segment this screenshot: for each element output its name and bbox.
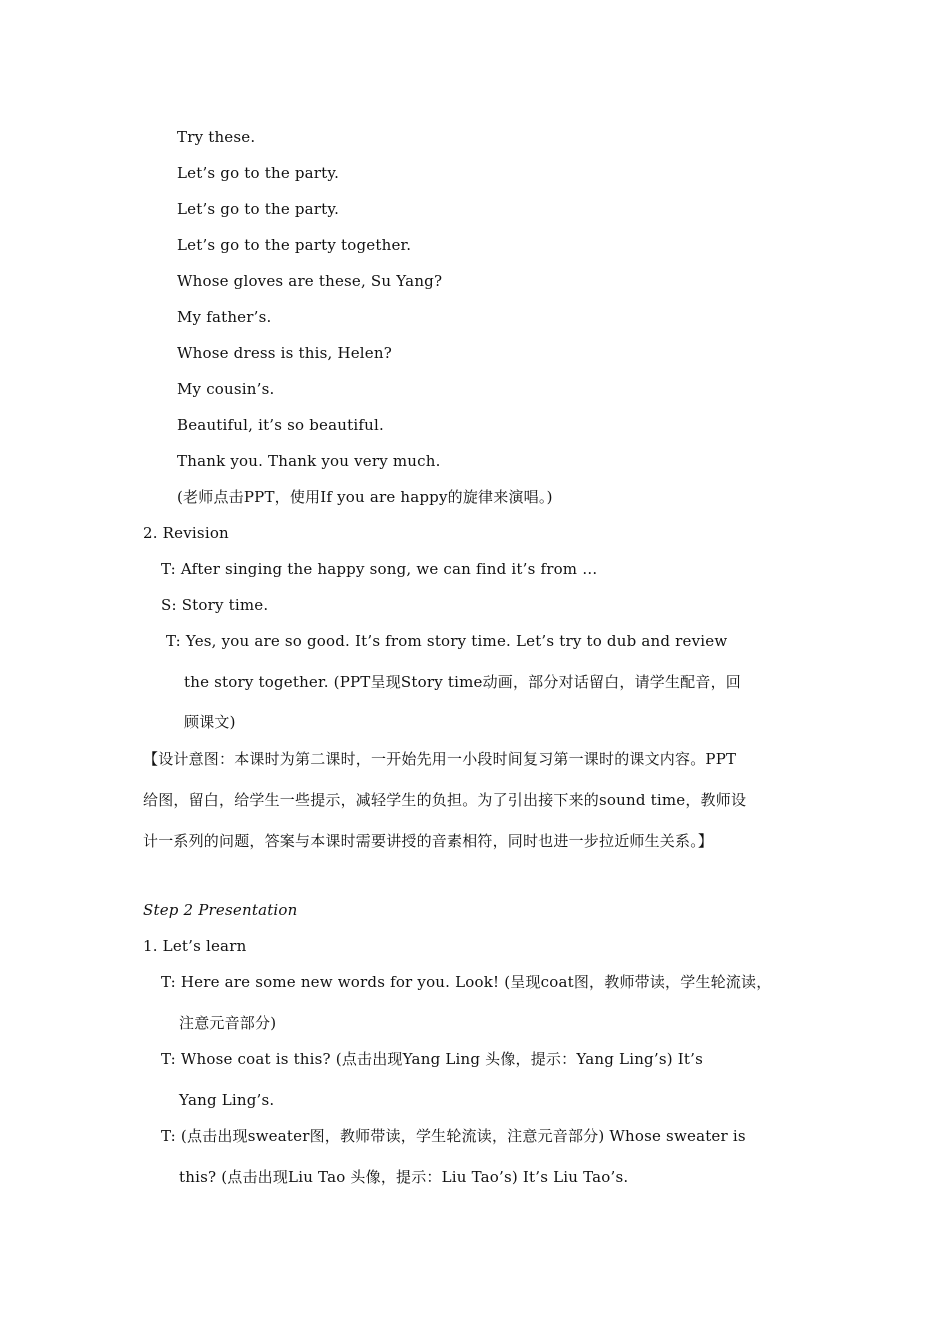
- song-line: My father’s.: [177, 308, 272, 326]
- dialogue-line: T: After singing the happy song, we can find it’s from …: [161, 560, 598, 578]
- dialogue-line: T: (点击出现sweater图，教师带读，学生轮流读，注意元音部分) Whose sweater is: [161, 1127, 746, 1145]
- song-line: Thank you. Thank you very much.: [177, 452, 441, 470]
- dialogue-line: T: Yes, you are so good. It’s from story time. Let’s try to dub and review: [166, 632, 728, 650]
- step-heading: Step 2 Presentation: [143, 901, 298, 919]
- section-heading: 1. Let’s learn: [143, 937, 247, 955]
- design-intent-line: 计一系列的问题，答案与本课时需要讲授的音素相符，同时也进一步拉近师生关系。】: [143, 832, 714, 850]
- dialogue-line: T: Whose coat is this? (点击出现Yang Ling 头像，提示：Yang Ling’s) It’s: [161, 1050, 703, 1068]
- song-line: Let’s go to the party.: [177, 164, 340, 182]
- dialogue-line: 顾课文): [184, 713, 236, 731]
- song-line: Whose gloves are these, Su Yang?: [177, 272, 443, 290]
- song-line: Try these.: [177, 128, 256, 146]
- revision-heading: 2. Revision: [143, 524, 229, 542]
- song-line: Whose dress is this, Helen?: [177, 344, 392, 362]
- design-intent-line: 【设计意图：本课时为第二课时，一开始先用一小段时间复习第一课时的课文内容。PPT: [143, 750, 737, 768]
- song-line: Let’s go to the party.: [177, 200, 340, 218]
- song-line: Let’s go to the party together.: [177, 236, 412, 254]
- dialogue-line: Yang Ling’s.: [179, 1091, 275, 1109]
- teacher-note: (老师点击PPT，使用If you are happy的旋律来演唱。): [177, 488, 553, 506]
- song-line: My cousin’s.: [177, 380, 275, 398]
- design-intent-line: 给图，留白，给学生一些提示，减轻学生的负担。为了引出接下来的sound time，教师设: [143, 791, 747, 809]
- dialogue-line: this? (点击出现Liu Tao 头像，提示：Liu Tao’s) It’s Liu Tao’s.: [179, 1168, 629, 1186]
- dialogue-line: S: Story time.: [161, 596, 269, 614]
- song-line: Beautiful, it’s so beautiful.: [177, 416, 384, 434]
- dialogue-line: the story together. (PPT呈现Story time动画，部分对话留白，请学生配音，回: [184, 673, 741, 691]
- dialogue-line: T: Here are some new words for you. Look! (呈现coat图，教师带读，学生轮流读，: [161, 973, 772, 991]
- dialogue-line: 注意元音部分): [179, 1014, 277, 1032]
